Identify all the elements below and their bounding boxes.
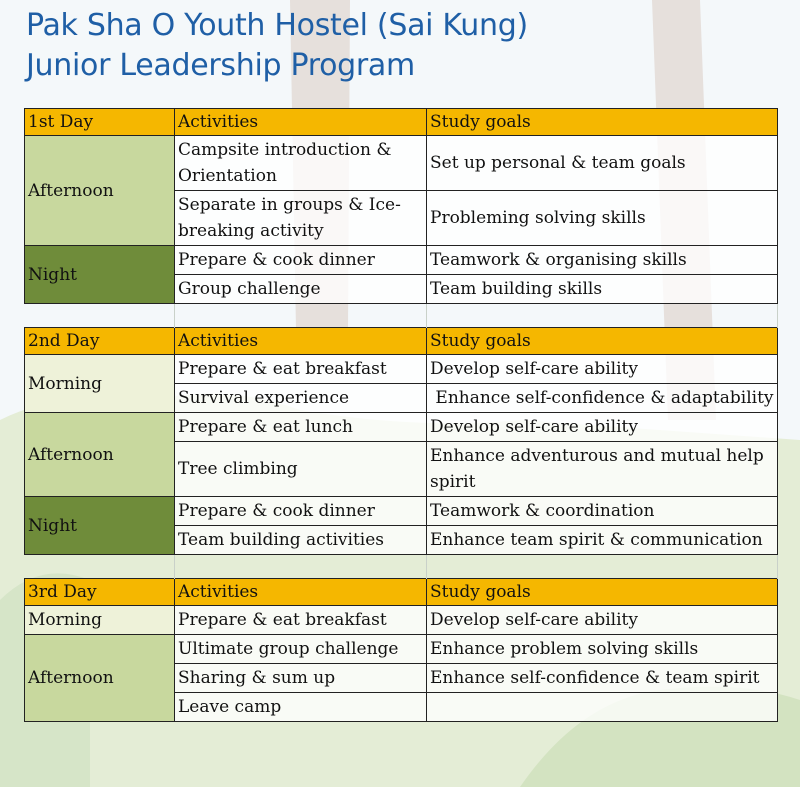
- day1-label: 1st Day: [25, 109, 175, 136]
- day2-header-row: [25, 328, 778, 355]
- activity-cell: Prepare & eat lunch: [175, 413, 427, 442]
- goal-cell: Develop self-care ability: [427, 606, 778, 635]
- title-line-2: Junior Leadership Program: [26, 48, 415, 83]
- activity-cell: Sharing & sum up: [175, 664, 427, 693]
- day2-night-label: Night: [25, 497, 175, 555]
- table-row: [25, 136, 778, 191]
- day1-afternoon-label: Afternoon: [25, 136, 175, 246]
- spacer-row: [25, 304, 778, 328]
- day3-afternoon-label: Afternoon: [25, 635, 175, 722]
- table-row: [25, 497, 778, 526]
- goal-cell: Enhance problem solving skills: [427, 635, 778, 664]
- study-goals-header: Study goals: [427, 109, 778, 136]
- day3-label: 3rd Day: [25, 579, 175, 606]
- activity-cell: Prepare & eat breakfast: [175, 606, 427, 635]
- day3-morning-label: Morning: [25, 606, 175, 635]
- goal-cell: [427, 693, 778, 722]
- goal-cell: Develop self-care ability: [427, 413, 778, 442]
- activities-header: Activities: [175, 109, 427, 136]
- activity-cell: Campsite introduction & Orientation: [175, 136, 427, 191]
- activity-cell: Prepare & cook dinner: [175, 246, 427, 275]
- table-row: [25, 355, 778, 384]
- goal-cell: Team building skills: [427, 275, 778, 304]
- activity-cell: Ultimate group challenge: [175, 635, 427, 664]
- title-line-1: Pak Sha O Youth Hostel (Sai Kung): [26, 8, 528, 43]
- goal-cell: Teamwork & coordination: [427, 497, 778, 526]
- goal-cell: Teamwork & organising skills: [427, 246, 778, 275]
- day3-header-row: [25, 579, 778, 606]
- activity-cell: Survival experience: [175, 384, 427, 413]
- goal-cell: Develop self-care ability: [427, 355, 778, 384]
- activity-cell: Tree climbing: [175, 442, 427, 497]
- goal-cell: Enhance self-confidence & adaptability: [427, 384, 778, 413]
- table-row: [25, 246, 778, 275]
- spacer-row: [25, 555, 778, 579]
- activity-cell: Group challenge: [175, 275, 427, 304]
- day1-night-label: Night: [25, 246, 175, 304]
- table-row: [25, 413, 778, 442]
- goal-cell: Probleming solving skills: [427, 191, 778, 246]
- page-title: [26, 6, 528, 86]
- activity-cell: Separate in groups & Ice-breaking activity: [175, 191, 427, 246]
- schedule-table: [24, 108, 778, 722]
- goal-cell: Enhance self-confidence & team spirit: [427, 664, 778, 693]
- day2-label: 2nd Day: [25, 328, 175, 355]
- goal-cell: Enhance team spirit & communication: [427, 526, 778, 555]
- activity-cell: Prepare & cook dinner: [175, 497, 427, 526]
- activity-cell: Team building activities: [175, 526, 427, 555]
- activity-cell: Prepare & eat breakfast: [175, 355, 427, 384]
- goal-cell: Enhance adventurous and mutual help spirit: [427, 442, 778, 497]
- goal-cell: Set up personal & team goals: [427, 136, 778, 191]
- day1-header-row: [25, 109, 778, 136]
- day2-afternoon-label: Afternoon: [25, 413, 175, 497]
- study-goals-header: Study goals: [427, 579, 778, 606]
- table-row: [25, 635, 778, 664]
- day2-morning-label: Morning: [25, 355, 175, 413]
- activity-cell: Leave camp: [175, 693, 427, 722]
- study-goals-header: Study goals: [427, 328, 778, 355]
- table-row: [25, 606, 778, 635]
- activities-header: Activities: [175, 579, 427, 606]
- activities-header: Activities: [175, 328, 427, 355]
